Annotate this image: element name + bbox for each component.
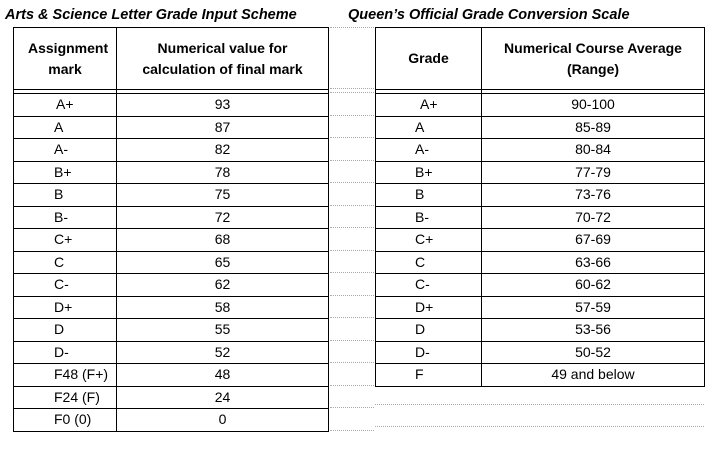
range-cell: 57-59 [482,296,705,319]
value-cell: 52 [117,341,329,364]
guide-rule [330,362,374,363]
table-row [376,274,705,297]
guide-rule [375,404,704,405]
range-cell: 90-100 [482,94,705,117]
table-row [376,139,705,162]
table-row [376,206,705,229]
grade-cell: B+ [14,161,117,184]
table-row [376,161,705,184]
grade-cell: A+ [14,94,117,117]
grade-cell: D- [376,341,482,364]
right-table-title: Queen’s Official Grade Conversion Scale [348,7,630,23]
table-row [376,364,705,387]
grade-cell: D- [14,341,117,364]
guide-rule [330,205,374,206]
guide-rule [330,227,374,228]
table-row [14,139,329,162]
value-cell: 0 [117,409,329,432]
value-cell: 78 [117,161,329,184]
range-cell: 77-79 [482,161,705,184]
range-cell: 63-66 [482,251,705,274]
left-table-title: Arts & Science Letter Grade Input Scheme [5,7,297,23]
guide-rule [330,115,374,116]
table-row [14,229,329,252]
value-cell: 65 [117,251,329,274]
value-cell: 58 [117,296,329,319]
value-cell: 62 [117,274,329,297]
table-row [376,319,705,342]
guide-rule [330,160,374,161]
grade-cell: B- [14,206,117,229]
range-cell: 73-76 [482,184,705,207]
grade-cell: F0 (0) [14,409,117,432]
grade-cell: B [14,184,117,207]
grade-cell: C [376,251,482,274]
table-row [376,184,705,207]
grade-cell: C [14,251,117,274]
guide-rule [330,295,374,296]
table-row [14,161,329,184]
guide-rule [330,407,374,408]
table-row [14,386,329,409]
grade-cell: A [14,116,117,139]
value-cell: 48 [117,364,329,387]
guide-rule [330,92,374,93]
guide-rule [330,182,374,183]
range-cell: 70-72 [482,206,705,229]
header-course-average: Numerical Course Average (Range) [482,28,705,90]
range-cell: 53-56 [482,319,705,342]
grade-cell: C+ [14,229,117,252]
guide-rule [330,250,374,251]
table-row [376,251,705,274]
table-row [14,319,329,342]
grade-cell: D [376,319,482,342]
grade-cell: B+ [376,161,482,184]
table-row [376,296,705,319]
grade-cell: D [14,319,117,342]
grade-cell: A- [376,139,482,162]
guide-rule [375,426,704,427]
table-row [376,229,705,252]
grade-cell: A [376,116,482,139]
grade-cell: A- [14,139,117,162]
table-row [14,409,329,432]
guide-rule [330,137,374,138]
range-cell: 50-52 [482,341,705,364]
guide-rule [330,317,374,318]
table-row [376,116,705,139]
guide-rule [330,27,374,28]
guide-rule [330,430,374,431]
grade-cell: B [376,184,482,207]
table-row [14,341,329,364]
header-assignment-mark: Assignment mark [14,28,117,90]
table-row [376,341,705,364]
range-cell: 67-69 [482,229,705,252]
grade-cell: C+ [376,229,482,252]
range-cell: 85-89 [482,116,705,139]
header-grade: Grade [376,28,482,90]
value-cell: 82 [117,139,329,162]
value-cell: 93 [117,94,329,117]
table-row [14,116,329,139]
grade-cell: F [376,364,482,387]
range-cell: 60-62 [482,274,705,297]
value-cell: 72 [117,206,329,229]
table-row [14,296,329,319]
grade-cell: F48 (F+) [14,364,117,387]
table-row [376,94,705,117]
grade-cell: C- [14,274,117,297]
header-numerical-value: Numerical value for calculation of final mark [117,28,329,90]
grade-cell: A+ [376,94,482,117]
table-row [14,184,329,207]
table-row [14,364,329,387]
guide-rule [330,385,374,386]
value-cell: 24 [117,386,329,409]
letter-grade-input-table [13,27,329,432]
table-row [14,274,329,297]
grade-cell: B- [376,206,482,229]
value-cell: 68 [117,229,329,252]
table-gap-rules [330,27,374,427]
guide-rule [330,340,374,341]
grade-cell: D+ [376,296,482,319]
value-cell: 55 [117,319,329,342]
grade-cell: D+ [14,296,117,319]
grade-cell: F24 (F) [14,386,117,409]
range-cell: 80-84 [482,139,705,162]
value-cell: 87 [117,116,329,139]
table-row [14,251,329,274]
range-cell: 49 and below [482,364,705,387]
guide-rule [330,272,374,273]
table-row [14,94,329,117]
grade-cell: C- [376,274,482,297]
guide-rule [330,88,374,89]
value-cell: 75 [117,184,329,207]
table-row [14,206,329,229]
grade-conversion-table [375,27,705,387]
